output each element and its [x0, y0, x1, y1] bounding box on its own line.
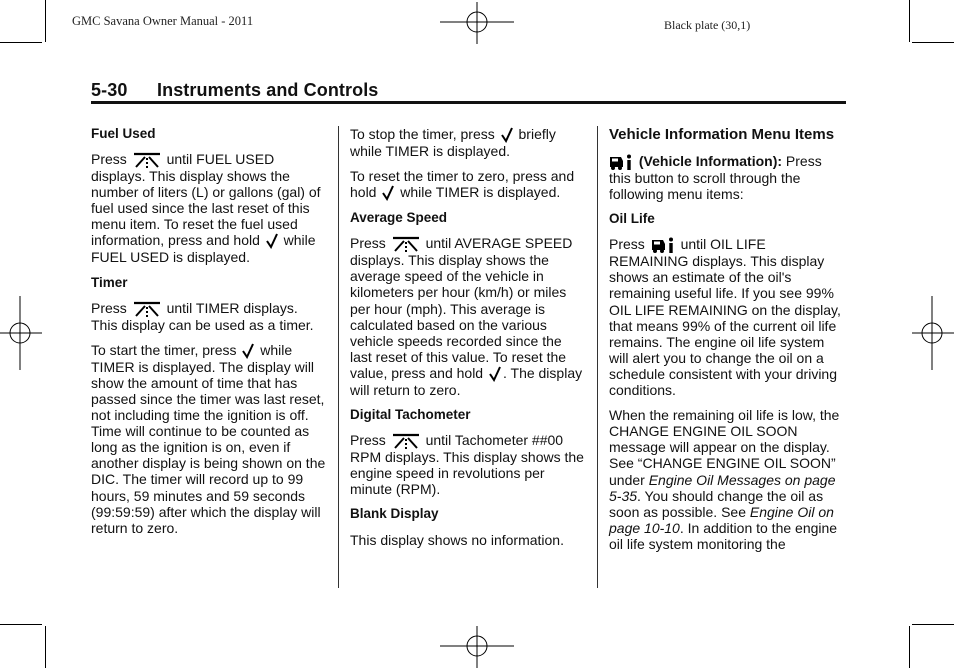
- text: Press: [91, 151, 127, 168]
- cross-reference-link[interactable]: Engine Oil on page 10-10: [609, 503, 834, 536]
- cross-reference-link[interactable]: Engine Oil Messages on page 5-35: [609, 471, 836, 504]
- registration-mark-left-icon: [0, 296, 42, 370]
- text: . You should change the oil as soon as possible. See: [609, 487, 824, 520]
- text: To start the timer, press: [91, 341, 237, 358]
- text: until TIMER displays. This display can be used as a timer.: [91, 299, 314, 333]
- plate-label: Black plate (30,1): [664, 18, 751, 32]
- heading-timer: Timer: [91, 274, 128, 290]
- trip-fuel-icon: [392, 433, 420, 449]
- paragraph-vehicle-information: [609, 153, 845, 202]
- text: briefly while TIMER is displayed.: [350, 126, 556, 159]
- crop-mark: [0, 42, 42, 43]
- paragraph-reset-timer: [350, 168, 586, 201]
- vehicle-information-icon: [651, 237, 675, 253]
- crop-mark: [0, 624, 42, 625]
- text: To reset the timer to zero, press and hold: [350, 168, 575, 201]
- manual-title: GMC Savana Owner Manual - 2011: [72, 14, 254, 28]
- crop-mark: [912, 42, 954, 43]
- text: Press: [350, 432, 386, 449]
- checkmark-icon: [266, 233, 278, 249]
- crop-mark: [909, 0, 910, 42]
- paragraph-start-timer: [91, 342, 327, 536]
- text: until OIL LIFE REMAINING displays. This display shows an estimate of the oil's remaining useful life. If you see 99% OIL LIFE REMAINING on the display, that means 99% of the current oil life remains. The engine oil life system will alert you to change the oil on a schedule consistent with your driving conditions.: [609, 236, 841, 399]
- text: Press: [609, 236, 645, 253]
- text: while TIMER is displayed. The display will show the amount of time that has passed since the timer was last reset, not including time the ignition is off. Time will continue to be counted as long as the ignition is on, even if another display is being shown on the DIC. The timer will record up to 99 hours, 59 minutes and 59 seconds (99:59:59) after which the display will return to zero.: [91, 341, 326, 536]
- text: until FUEL USED displays. This display shows the number of liters (L) or gallons (gal) of fuel used since the last reset of this menu item. To reset the fuel used information, press and hold: [91, 151, 321, 249]
- column-3: [609, 126, 845, 561]
- text: until Tachometer ##00 RPM displays. This display shows the engine speed in revolutions per minute (RPM).: [350, 432, 584, 498]
- text: Press: [91, 299, 127, 316]
- paragraph-oil-life: [609, 236, 845, 398]
- heading-blank-display: Blank Display: [350, 506, 439, 522]
- registration-mark-top-icon: [440, 2, 514, 44]
- paragraph-average-speed: [350, 235, 586, 398]
- text: Press: [350, 235, 386, 252]
- text: When the remaining oil life is low, the CHANGE ENGINE OIL SOON message will appear on the display. See “CHANGE ENGINE OIL SOON” under: [609, 407, 840, 488]
- paragraph-timer: [91, 300, 327, 333]
- text: To stop the timer, press: [350, 126, 495, 142]
- text: . In addition to the engine oil life system monitoring the: [609, 519, 838, 552]
- section-number: 5-30: [91, 80, 128, 100]
- heading-fuel-used: Fuel Used: [91, 126, 156, 141]
- heading-vehicle-information-menu: Vehicle Information Menu Items: [609, 126, 835, 143]
- heading-rule: [91, 101, 846, 104]
- column-divider: [597, 126, 598, 588]
- paragraph-oil-low: [609, 407, 845, 552]
- paragraph-digital-tachometer: [350, 432, 586, 497]
- registration-mark-bottom-icon: [440, 626, 514, 668]
- text: . The display will return to zero.: [350, 364, 583, 398]
- checkmark-icon: [382, 185, 394, 201]
- trip-fuel-icon: [133, 152, 161, 168]
- text: Press this button to scroll through the following menu items:: [609, 153, 822, 203]
- trip-fuel-icon: [133, 301, 161, 317]
- heading-oil-life: Oil Life: [609, 211, 655, 227]
- crop-mark: [45, 626, 46, 668]
- vehicle-information-label: (Vehicle Information):: [638, 153, 783, 169]
- heading-digital-tachometer: Digital Tachometer: [350, 407, 471, 423]
- paragraph-fuel-used: [91, 151, 327, 265]
- trip-fuel-icon: [392, 236, 420, 252]
- paragraph-stop-timer: [350, 126, 586, 159]
- column-2: [350, 126, 586, 557]
- column-divider: [338, 126, 339, 588]
- column-1: [91, 126, 327, 545]
- text: while FUEL USED is displayed.: [91, 232, 316, 266]
- crop-mark: [909, 626, 910, 668]
- crop-mark: [45, 0, 46, 42]
- checkmark-icon: [489, 366, 501, 382]
- section-heading: [91, 80, 378, 101]
- section-title: Instruments and Controls: [157, 80, 379, 100]
- crop-mark: [912, 624, 954, 625]
- heading-average-speed: Average Speed: [350, 210, 448, 226]
- vehicle-information-icon: [609, 154, 633, 170]
- registration-mark-right-icon: [912, 296, 954, 370]
- text: while TIMER is displayed.: [400, 184, 561, 201]
- checkmark-icon: [501, 127, 513, 143]
- paragraph-blank-display: This display shows no information.: [350, 531, 564, 548]
- checkmark-icon: [242, 343, 254, 359]
- text: until AVERAGE SPEED displays. This display shows the average speed of the vehicle in kilometers per hour (km/h) or miles per hour (mph). This average is calculated based on the various vehicle speeds recorded since the last reset of this value. To reset the value, press and hold: [350, 235, 573, 381]
